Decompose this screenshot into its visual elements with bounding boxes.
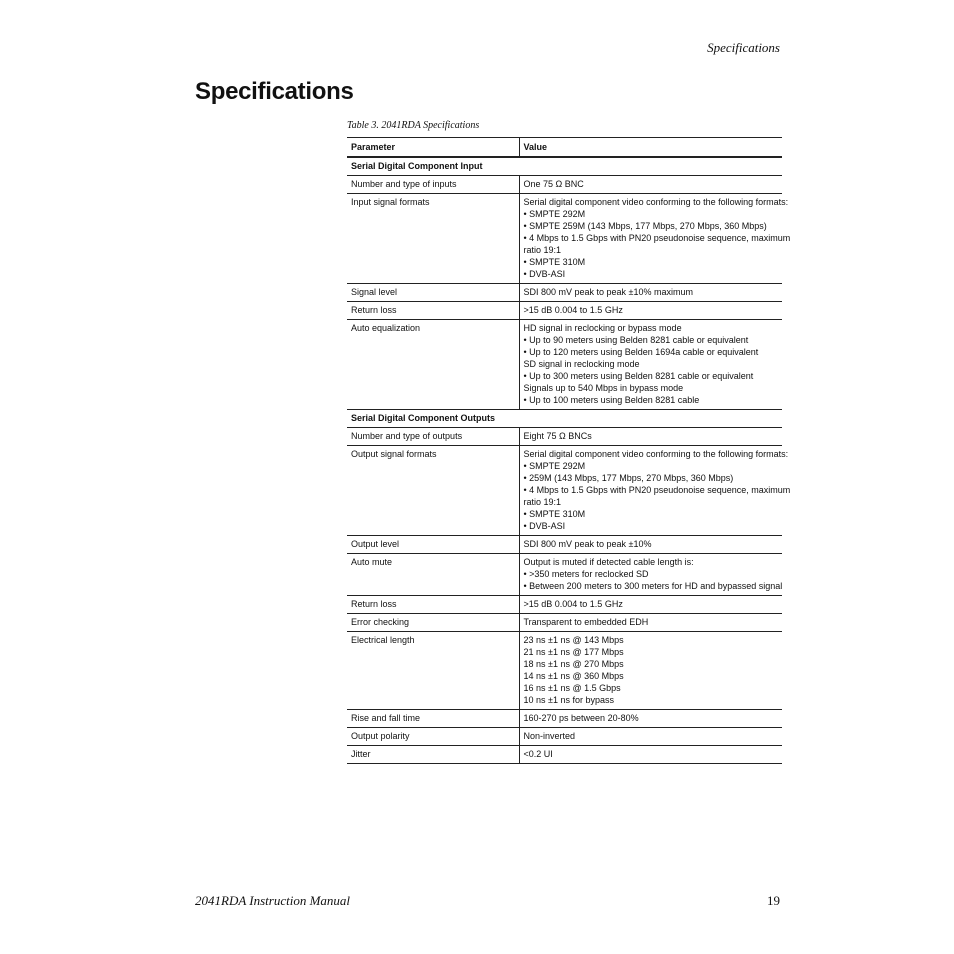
table-row [347,746,782,764]
value-line: • Up to 90 meters using Belden 8281 cable or equivalent [523,335,749,345]
value-line: • 259M (143 Mbps, 177 Mbps, 270 Mbps, 360 Mbps) [523,473,734,483]
value-line: 21 ns ±1 ns @ 177 Mbps [523,647,624,657]
parameter-cell: Electrical length [347,632,519,710]
value-cell [519,632,782,710]
value-line: • Up to 300 meters using Belden 8281 cable or equivalent [523,371,754,381]
table-row [347,302,782,320]
value-line: • DVB-ASI [523,269,566,279]
value-cell [519,536,782,554]
value-cell [519,728,782,746]
value-line: • >350 meters for reclocked SD [523,569,649,579]
value-cell [519,194,791,284]
parameter-cell: Return loss [347,596,519,614]
page-number: 19 [767,893,780,908]
value-line: 23 ns ±1 ns @ 143 Mbps [523,635,624,645]
value-line: 160-270 ps between 20-80% [523,713,639,723]
table-row [347,446,782,536]
value-cell [519,176,782,194]
value-line: • Between 200 meters to 300 meters for HD and bypassed signal [523,581,783,591]
value-line: ratio 19:1 [523,497,562,507]
value-line: SD signal in reclocking mode [523,359,640,369]
parameter-cell: Auto equalization [347,320,519,410]
value-line: Transparent to embedded EDH [523,617,649,627]
table-row [347,176,782,194]
table-row [347,710,782,728]
value-line: • 4 Mbps to 1.5 Gbps with PN20 pseudonoise sequence, maximum [523,233,791,243]
section-title: Serial Digital Component Outputs [347,410,782,428]
value-line: 10 ns ±1 ns for bypass [523,695,614,705]
value-line: • DVB-ASI [523,521,566,531]
running-header: Specifications [707,40,780,55]
section-row [347,410,782,428]
value-line: Output is muted if detected cable length is: [523,557,694,567]
value-line: Signals up to 540 Mbps in bypass mode [523,383,684,393]
value-line: Serial digital component video conforming to the following formats: [523,197,789,207]
value-line: SDI 800 mV peak to peak ±10% maximum [523,287,694,297]
value-cell [519,746,782,764]
table-row [347,554,782,596]
table-body [347,157,791,764]
value-line: HD signal in reclocking or bypass mode [523,323,682,333]
value-cell [519,554,782,596]
value-line: Non-inverted [523,731,576,741]
parameter-cell: Number and type of inputs [347,176,519,194]
specifications-table [347,137,791,764]
parameter-cell: Output signal formats [347,446,519,536]
table-row [347,320,782,410]
parameter-cell: Error checking [347,614,519,632]
value-cell [519,614,782,632]
value-line: ratio 19:1 [523,245,562,255]
value-line: One 75 Ω BNC [523,179,584,189]
parameter-cell: Output level [347,536,519,554]
value-line: • Up to 120 meters using Belden 1694a cable or equivalent [523,347,759,357]
value-line: <0.2 UI [523,749,553,759]
value-line: 18 ns ±1 ns @ 270 Mbps [523,659,624,669]
parameter-cell: Input signal formats [347,194,519,284]
section-row [347,157,782,176]
value-line: • SMPTE 292M [523,209,586,219]
value-line: • 4 Mbps to 1.5 Gbps with PN20 pseudonoise sequence, maximum [523,485,791,495]
column-header-parameter: Parameter [347,138,519,158]
value-line: >15 dB 0.004 to 1.5 GHz [523,305,623,315]
footer-manual-title: 2041RDA Instruction Manual [195,893,351,908]
value-line: 14 ns ±1 ns @ 360 Mbps [523,671,624,681]
parameter-cell: Jitter [347,746,519,764]
value-line: • SMPTE 310M [523,509,586,519]
table-row [347,536,782,554]
page-title: Specifications [195,78,354,105]
value-line: • SMPTE 310M [523,257,586,267]
table-row [347,632,782,710]
value-cell [519,428,782,446]
section-title: Serial Digital Component Input [347,157,782,176]
value-line: • Up to 100 meters using Belden 8281 cable [523,395,700,405]
value-line: >15 dB 0.004 to 1.5 GHz [523,599,623,609]
value-line: 16 ns ±1 ns @ 1.5 Gbps [523,683,621,693]
parameter-cell: Number and type of outputs [347,428,519,446]
value-cell [519,710,782,728]
table-row [347,728,782,746]
parameter-cell: Signal level [347,284,519,302]
table-row [347,428,782,446]
value-line: Eight 75 Ω BNCs [523,431,592,441]
table-caption: Table 3. 2041RDA Specifications [347,120,480,131]
value-line: Serial digital component video conforming to the following formats: [523,449,789,459]
column-header-value: Value [519,138,782,158]
parameter-cell: Return loss [347,302,519,320]
table-header-row [347,138,782,158]
value-cell [519,284,782,302]
value-cell [519,446,791,536]
table-row [347,194,782,284]
table-row [347,284,782,302]
table-row [347,614,782,632]
value-cell [519,596,782,614]
value-line: SDI 800 mV peak to peak ±10% [523,539,652,549]
value-cell [519,320,782,410]
parameter-cell: Rise and fall time [347,710,519,728]
parameter-cell: Output polarity [347,728,519,746]
value-line: • SMPTE 292M [523,461,586,471]
parameter-cell: Auto mute [347,554,519,596]
table-row [347,596,782,614]
value-line: • SMPTE 259M (143 Mbps, 177 Mbps, 270 Mbps, 360 Mbps) [523,221,767,231]
value-cell [519,302,782,320]
